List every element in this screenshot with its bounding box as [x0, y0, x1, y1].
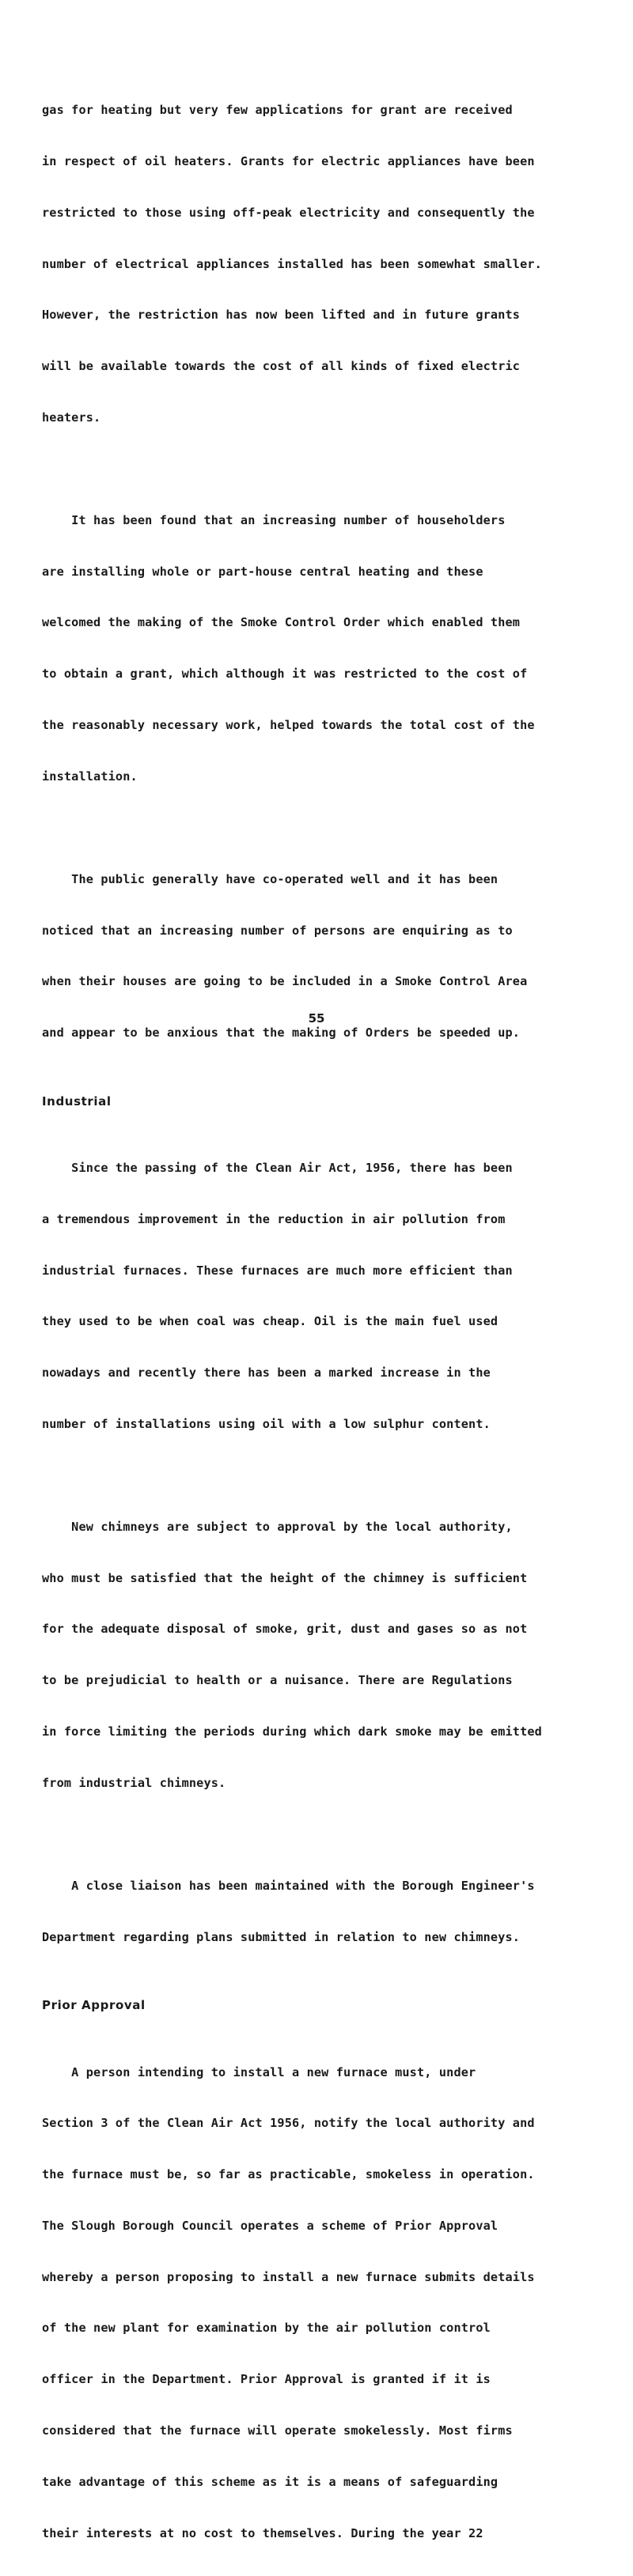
text-line: It has been found that an increasing number of householders: [42, 512, 506, 527]
text-line: The Slough Borough Council operates a scheme of Prior Approval: [42, 2218, 498, 2233]
text-line: who must be satisfied that the height of the chimney is sufficient: [42, 1570, 528, 1585]
text-line: for the adequate disposal of smoke, grit, dust and gases so as not: [42, 1622, 528, 1637]
paragraph-new-chimneys: [42, 1485, 629, 1826]
text-line: a tremendous improvement in the reduction in air pollution from: [42, 1211, 506, 1226]
text-line: the reasonably necessary work, helped towards the total cost of the: [42, 717, 535, 732]
text-line: gas for heating but very few applications for grant are received: [42, 103, 513, 118]
text-line: number of electrical appliances installed has been somewhat smaller.: [42, 256, 542, 271]
text-line: officer in the Department. Prior Approval is granted if it is: [42, 2372, 491, 2387]
paragraph-prior-approval: [42, 2030, 629, 2576]
document-page: [42, 68, 629, 2576]
text-line: New chimneys are subject to approval by the local authority,: [42, 1519, 513, 1534]
text-line: the furnace must be, so far as practicable, smokeless in operation.: [42, 2167, 535, 2182]
text-line: heaters.: [42, 410, 101, 425]
paragraph-borough-liaison: [42, 1844, 629, 1981]
text-line: to be prejudicial to health or a nuisance. There are Regulations: [42, 1673, 513, 1688]
text-line: However, the restriction has now been lifted and in future grants: [42, 308, 521, 323]
page-number: 55: [308, 1011, 325, 1025]
text-line: noticed that an increasing number of persons are enquiring as to: [42, 923, 513, 938]
text-line: of the new plant for examination by the air pollution control: [42, 2321, 491, 2336]
text-line: welcomed the making of the Smoke Control Order which enabled them: [42, 615, 521, 630]
text-line: will be available towards the cost of all kinds of fixed electric: [42, 359, 521, 374]
paragraph-clean-air-act: [42, 1126, 629, 1467]
text-line: their interests at no cost to themselves. During the year 22: [42, 2525, 483, 2540]
text-line: when their houses are going to be included in a Smoke Control Area: [42, 974, 528, 989]
section-heading-industrial: Industrial: [42, 1093, 112, 1109]
text-line: restricted to those using off-peak electricity and consequently the: [42, 205, 535, 220]
text-line: in force limiting the periods during which dark smoke may be emitted: [42, 1724, 542, 1739]
text-line: number of installations using oil with a low sulphur content.: [42, 1416, 491, 1431]
paragraph-heating-grants: [42, 68, 629, 461]
text-line: and appear to be anxious that the making of Orders be speeded up.: [42, 1025, 521, 1041]
paragraph-central-heating: [42, 478, 629, 820]
text-line: they used to be when coal was cheap. Oil is the main fuel used: [42, 1314, 498, 1329]
text-line: The public generally have co-operated well and it has been: [42, 871, 498, 886]
text-line: industrial furnaces. These furnaces are much more efficient than: [42, 1263, 513, 1278]
text-line: nowadays and recently there has been a marked increase in the: [42, 1365, 491, 1381]
text-line: A person intending to install a new furnace must, under: [42, 2064, 476, 2079]
text-line: from industrial chimneys.: [42, 1775, 226, 1790]
text-line: Section 3 of the Clean Air Act 1956, notify the local authority and: [42, 2116, 535, 2131]
text-line: Department regarding plans submitted in relation to new chimneys.: [42, 1929, 521, 1944]
text-line: are installing whole or part-house central heating and these: [42, 564, 483, 579]
text-line: considered that the furnace will operate smokelessly. Most firms: [42, 2423, 513, 2438]
text-line: to obtain a grant, which although it was restricted to the cost of: [42, 667, 528, 682]
text-line: whereby a person proposing to install a new furnace submits details: [42, 2269, 535, 2284]
text-line: A close liaison has been maintained with the Borough Engineer's: [42, 1878, 535, 1893]
section-heading-prior-approval: Prior Approval: [42, 1998, 146, 2013]
text-line: in respect of oil heaters. Grants for electric appliances have been: [42, 153, 535, 168]
paragraph-public-cooperation: [42, 837, 629, 1076]
text-line: Since the passing of the Clean Air Act, 1956, there has been: [42, 1161, 513, 1176]
text-line: installation.: [42, 769, 138, 784]
text-line: take advantage of this scheme as it is a means of safeguarding: [42, 2474, 498, 2489]
